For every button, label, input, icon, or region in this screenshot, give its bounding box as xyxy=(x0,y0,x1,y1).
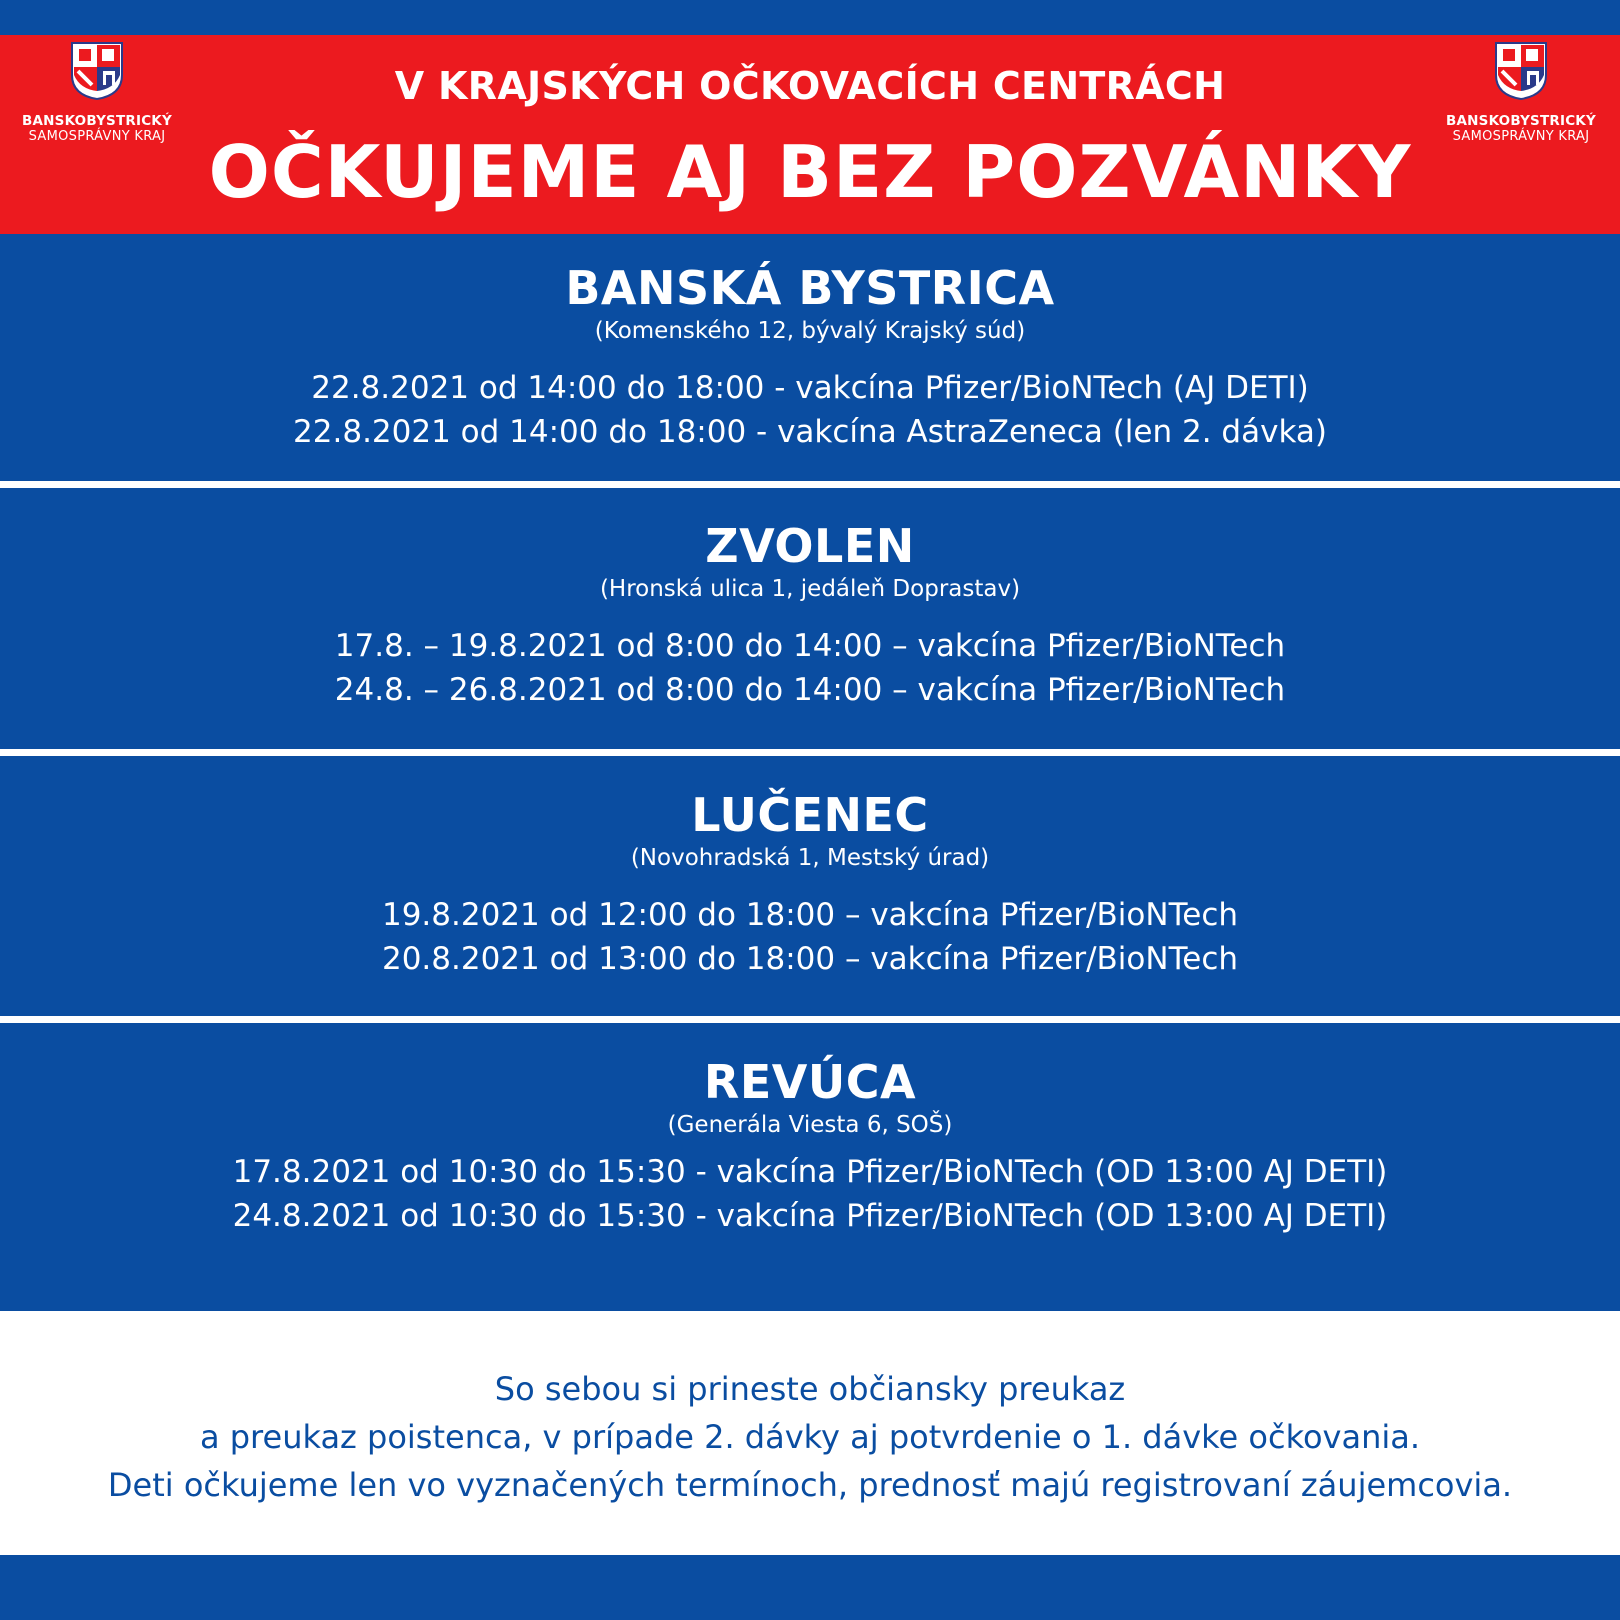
schedule-line: 22.8.2021 od 14:00 do 18:00 - vakcína Pfizer/BioNTech (AJ DETI) xyxy=(311,370,1309,406)
section-banska-bystrica xyxy=(0,260,1620,454)
schedule-line: 17.8.2021 od 10:30 do 15:30 - vakcína Pfizer/BioNTech (OD 13:00 AJ DETI) xyxy=(232,1154,1388,1190)
schedule-line: 24.8. – 26.8.2021 od 8:00 do 14:00 – vakcína Pfizer/BioNTech xyxy=(334,672,1286,708)
section-lucenec xyxy=(0,787,1620,981)
section-zvolen xyxy=(0,518,1620,712)
header-title: OČKUJEME AJ BEZ POZVÁNKY xyxy=(208,130,1412,214)
schedule-line: 17.8. – 19.8.2021 od 8:00 do 14:00 – vakcína Pfizer/BioNTech xyxy=(334,628,1286,664)
footer-note xyxy=(0,1311,1620,1509)
city-address: (Komenského 12, bývalý Krajský súd) xyxy=(594,318,1026,344)
schedule-lines xyxy=(0,893,1620,981)
logo-right xyxy=(1436,41,1606,144)
logo-left xyxy=(12,41,182,144)
logo-line1: BANSKOBYSTRICKÝ xyxy=(22,113,172,129)
footer-line: Deti očkujeme len vo vyznačených termínoch, prednosť majú registrovaní záujemcovia. xyxy=(107,1466,1513,1504)
schedule-line: 20.8.2021 od 13:00 do 18:00 – vakcína Pfizer/BioNTech xyxy=(381,941,1239,977)
city-name: ZVOLEN xyxy=(705,519,915,573)
footer-line: a preukaz poistenca, v prípade 2. dávky aj potvrdenie o 1. dávke očkovania. xyxy=(199,1418,1421,1456)
schedule-lines xyxy=(0,624,1620,712)
schedule-line: 19.8.2021 od 12:00 do 18:00 – vakcína Pfizer/BioNTech xyxy=(381,897,1239,933)
logo-line2: SAMOSPRÁVNY KRAJ xyxy=(28,129,166,144)
divider xyxy=(0,1016,1620,1023)
schedule-line: 24.8.2021 od 10:30 do 15:30 - vakcína Pfizer/BioNTech (OD 13:00 AJ DETI) xyxy=(232,1198,1388,1234)
logo-line1: BANSKOBYSTRICKÝ xyxy=(1446,113,1596,129)
divider xyxy=(0,481,1620,488)
schedule-lines xyxy=(0,1150,1620,1238)
header-banner xyxy=(0,35,1620,234)
city-name: REVÚCA xyxy=(703,1055,917,1109)
city-address: (Generála Viesta 6, SOŠ) xyxy=(667,1112,953,1138)
schedule-lines xyxy=(0,366,1620,454)
city-address: (Hronská ulica 1, jedáleň Doprastav) xyxy=(599,576,1021,602)
divider xyxy=(0,749,1620,756)
section-revuca xyxy=(0,1054,1620,1238)
coat-of-arms-icon xyxy=(70,41,124,101)
city-name: BANSKÁ BYSTRICA xyxy=(565,261,1055,315)
header-subtitle: V KRAJSKÝCH OČKOVACÍCH CENTRÁCH xyxy=(394,64,1226,108)
footer-line: So sebou si prineste občiansky preukaz xyxy=(494,1370,1126,1408)
coat-of-arms-icon xyxy=(1494,41,1548,101)
footer-note-panel xyxy=(0,1311,1620,1555)
logo-line2: SAMOSPRÁVNY KRAJ xyxy=(1452,129,1590,144)
schedule-line: 22.8.2021 od 14:00 do 18:00 - vakcína AstraZeneca (len 2. dávka) xyxy=(293,414,1327,450)
city-name: LUČENEC xyxy=(691,788,929,842)
city-address: (Novohradská 1, Mestský úrad) xyxy=(630,845,990,871)
